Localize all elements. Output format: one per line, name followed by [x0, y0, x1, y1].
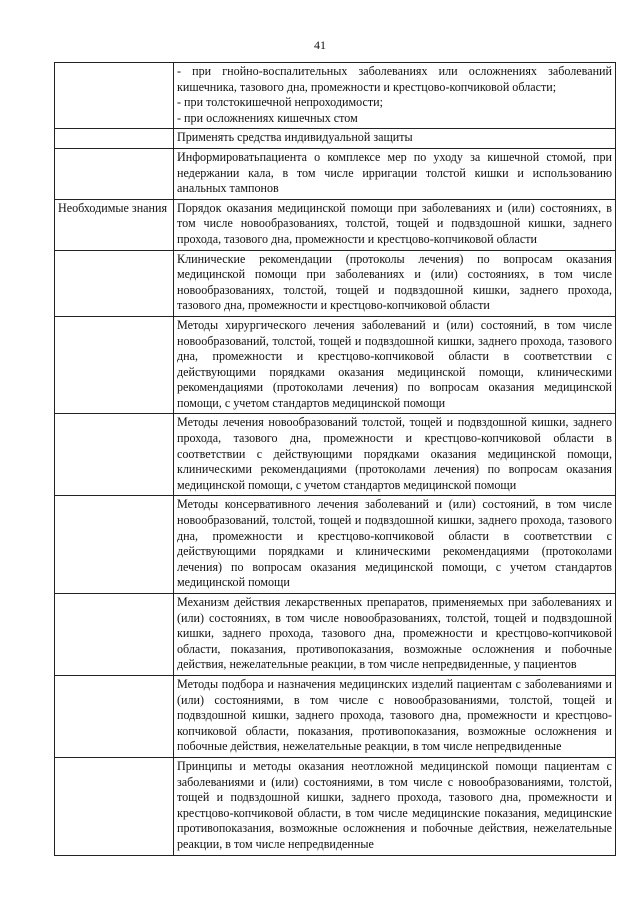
table-row: [55, 675, 616, 757]
row-label: [55, 594, 174, 676]
page-number: 41: [314, 38, 326, 52]
list-item: - при толстокишечной непроходимости;: [177, 95, 383, 110]
table-row: [55, 129, 616, 149]
row-label: [55, 250, 174, 316]
table-row: [55, 757, 616, 855]
row-content: Клинические рекомендации (протоколы лечения) по вопросам оказания медицинской помощи при заболеваниях и (или) состояниях, в том числе новообразованиях, толстой, тощей и подвздошной кишки, заднего прохода, тазового дна, промежности и крестцово-копчиковой области: [174, 250, 616, 316]
row-content: Механизм действия лекарственных препаратов, применяемых при заболеваниях и (или) состояниях, в том числе новообразованиях, толстой, тощей и подвздошной кишки, заднего прохода, тазового дна, промежности и крестцово-копчиковой области, показания, противопоказания, возможные осложнения и побочные действия, нежелательные реакции, в том числе непредвиденные, у пациентов: [174, 594, 616, 676]
table-row: [55, 496, 616, 594]
section-label-knowledge: Необходимые знания: [55, 199, 174, 250]
row-content: Информироватьпациента о комплексе мер по уходу за кишечной стомой, при недержании кала, в том числе ирригации толстой кишки и использованию анальных тампонов: [174, 148, 616, 199]
row-label: [55, 496, 174, 594]
table-row: [55, 63, 616, 129]
row-content: Методы консервативного лечения заболеваний и (или) состояний, в том числе новообразований, толстой, тощей и подвздошной кишки, заднего прохода, тазового дна, промежности и крестцово-копчиковой области в соответствии с действующими порядками и клиническими рекомендациями (протоколами лечения) по вопросам оказания медицинской помощи, с учетом стандартов медицинской помощи: [174, 496, 616, 594]
row-label: [55, 148, 174, 199]
row-label: [55, 414, 174, 496]
row-content: Методы хирургического лечения заболеваний и (или) состояний, в том числе новообразований, толстой, тощей и подвздошной кишки, заднего прохода, тазового дна, промежности и крестцово-копчиковой области в соответствии с действующими порядками оказания медицинской помощи, клиническими рекомендациями (протоколами лечения) по вопросам оказания медицинской помощи, с учетом стандартов медицинской помощи: [174, 316, 616, 414]
table-row: [55, 148, 616, 199]
list-item: - при гнойно-воспалительных заболеваниях или осложнениях заболеваний кишечника, тазового дна, промежности и крестцово-копчиковой области;: [177, 64, 612, 94]
row-label: [55, 63, 174, 129]
row-content: Методы лечения новообразований толстой, тощей и подвздошной кишки, заднего прохода, тазового дна, промежности и крестцово-копчиковой области в соответствии с действующими порядками оказания медицинской помощи, клиническими рекомендациями (протоколами лечения) по вопросам оказания медицинской помощи, с учетом стандартов медицинской помощи: [174, 414, 616, 496]
table-row: [55, 316, 616, 414]
row-label: [55, 757, 174, 855]
table-row: [55, 199, 616, 250]
row-content: [174, 63, 616, 129]
row-label: [55, 129, 174, 149]
row-content: Применять средства индивидуальной защиты: [174, 129, 616, 149]
row-content: Методы подбора и назначения медицинских изделий пациентам с заболеваниями и (или) состояниями, в том числе с новообразованиями, толстой, тощей и подвздошной кишки, заднего прохода, тазового дна, промежности и крестцово-копчиковой области, показания, противопоказания, возможные осложнения и побочные действия, нежелательные реакции, в том числе непредвиденные: [174, 675, 616, 757]
table-row: [55, 414, 616, 496]
list-item: - при осложнениях кишечных стом: [177, 110, 358, 125]
table-row: [55, 594, 616, 676]
requirements-table: [54, 62, 616, 856]
row-content: Принципы и методы оказания неотложной медицинской помощи пациентам с заболеваниями и (или) состояниями, в том числе с новообразованиями, толстой, тощей и подвздошной кишки, заднего прохода, тазового дна, промежности и крестцово-копчиковой области, в том числе медицинские показания, медицинские противопоказания, возможные осложнения и побочные действия, нежелательные реакции, в том числе непредвиденные: [174, 757, 616, 855]
row-label: [55, 675, 174, 757]
table-row: [55, 250, 616, 316]
row-content: Порядок оказания медицинской помощи при заболеваниях и (или) состояниях, в том числе новообразованиях, толстой, тощей и подвздошной кишки, заднего прохода, тазового дна, промежности и крестцово-копчиковой области: [174, 199, 616, 250]
row-label: [55, 316, 174, 414]
